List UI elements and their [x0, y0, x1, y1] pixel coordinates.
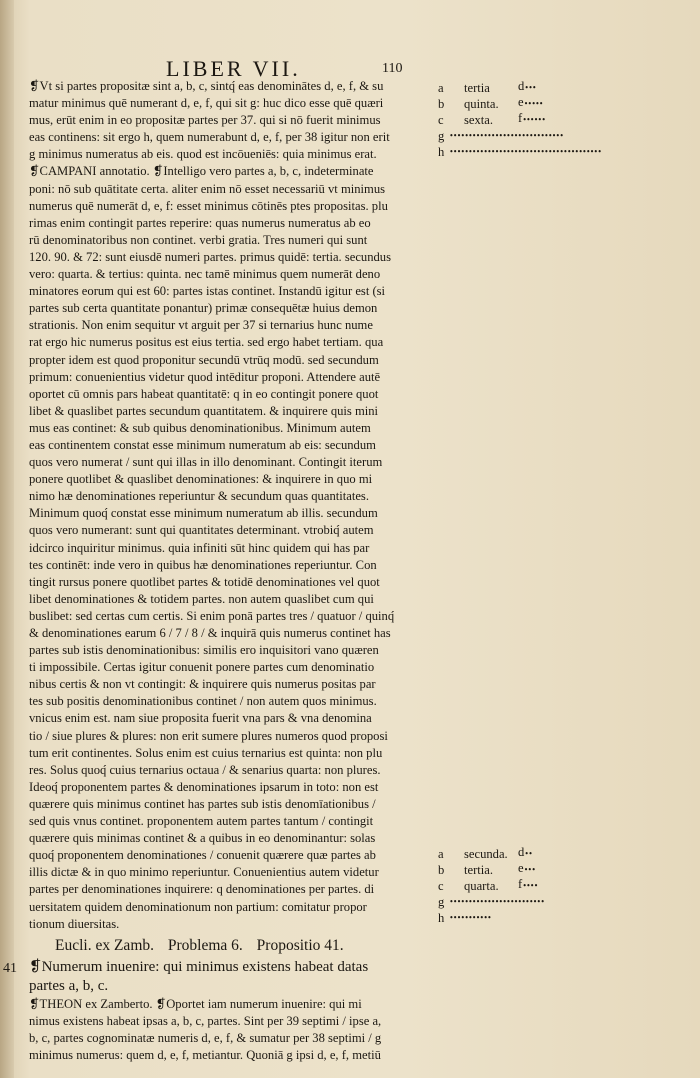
text-line: tio / siue plures & plures: non erit sumere plures numeros quod proposi: [29, 728, 388, 743]
diagram-dots: ••••••••••••••••••••••••••••••••••••••••: [450, 147, 603, 156]
diagram-dots: ••••: [523, 881, 539, 890]
diagram-term: tertia: [464, 81, 490, 95]
diagram-letter: b: [438, 97, 445, 111]
heading-propositio: Propositio 41.: [256, 936, 344, 954]
diagram-term: tertia.: [464, 863, 494, 877]
text-line: partes sub certa quantitate ponantur) primæ consequētæ huius demon: [29, 301, 378, 316]
diagram-letter: h: [438, 911, 445, 925]
theon-line: ❡THEON ex Zamberto. ❡Oportet iam numerum inuenire: qui mi: [29, 996, 362, 1011]
text-line: vero: quarta. & tertius: quinta. nec tamē minimus quem numerāt deno: [29, 267, 381, 282]
text-line: res. Solus quoq́ cuius ternarius octaua / & senarius quarta: non plures.: [29, 762, 381, 777]
text-line: Ideoq́ proponentem partes & denominationes ipsarum in toto: non est: [29, 779, 379, 794]
main-text-block: [3, 78, 429, 1064]
diagram-row: [438, 80, 700, 96]
text-line: buslibet: sed certas cum certis. Si enim ponā partes tres / quatuor / quinq́: [29, 608, 395, 623]
text-line: tum erit continentes. Solus enim est cuius ternarius est quinta: non plu: [29, 745, 383, 760]
text-line: strationis. Non enim sequitur vt arguit per 37 si ternarius hunc nume: [29, 318, 373, 333]
text-line: propter idem est quod proponitur secundū vtrūq modū. sed secundum: [29, 352, 379, 367]
diagram-mark: f: [518, 111, 524, 125]
text-line: mus eas continet: & sub quibus denominationibus. Minimum autem: [29, 420, 371, 435]
heading-problema: Problema 6.: [167, 936, 243, 954]
text-line: libet denominationes & totidem partes. non autem quaslibet cum qui: [29, 591, 374, 606]
margin-diagram-top: [438, 80, 700, 160]
diagram-dots: •••••••••••: [450, 913, 492, 922]
folio-number: 110: [382, 61, 403, 76]
text-line: minatores eorum qui est 60: partes istas continet. Instandū igitur est (si: [29, 284, 386, 299]
diagram-dots: ••••••: [523, 115, 547, 124]
diagram-letter: c: [438, 113, 444, 127]
diagram-row: [438, 144, 700, 160]
proposition-text: [29, 958, 429, 996]
diagram-row: [438, 846, 700, 862]
text-line: tes continēt: inde vero in quibus hæ denominationes reperiuntur. Con: [29, 557, 377, 572]
diagram-term: quinta.: [464, 97, 499, 111]
text-line: quos vero numerant: sunt qui quantitates determinant. vtrobiq́ autem: [29, 523, 374, 538]
diagram-letter: a: [438, 81, 444, 95]
running-head: LIBER VII.: [166, 56, 301, 81]
text-line: partes per denominationes inquirere: q denominationes per partes. di: [29, 882, 375, 897]
text-line: quærere quis minimus continet has partes sub istis denomīationibus /: [29, 796, 376, 811]
diagram-dots: ••••••••••••••••••••••••••••••: [450, 131, 565, 140]
text-line: libet & quaslibet partes secundum quantitatem. & inquirere quis mini: [29, 403, 379, 418]
diagram-letter: c: [438, 879, 444, 893]
text-line: illis dictæ & in quo minimo reperiuntur. Conuenientius autem videtur: [29, 865, 379, 880]
text-line: nimo hæ denominationes reperiuntur & secundum quas quantitates.: [29, 489, 369, 504]
diagram-letter: g: [438, 895, 445, 909]
text-line: partes sub istis denominationibus: similis ero inquisitori vano quæren: [29, 643, 379, 658]
diagram-row: [438, 862, 700, 878]
text-line: primum: conuenientius videtur quod intēditur proponi. Attendere autē: [29, 369, 381, 384]
text-line: vnicus enim est. nam siue proposita fuerit vna pars & vna denomina: [29, 711, 372, 726]
proposition-line: partes a, b, c.: [29, 977, 109, 994]
text-line: g minimus numeratus ab eis. quod est incōueniēs: quia minimus erat.: [29, 147, 377, 162]
diagram-mark: d: [518, 845, 526, 859]
diagram-mark: d: [518, 79, 526, 93]
diagram-dots: •••••: [524, 99, 544, 108]
diagram-dots: •••: [524, 865, 536, 874]
text-line: matur minimus quē numerant d, e, f, qui sit g: huc dico esse quē quæri: [29, 96, 384, 111]
text-line: eas continentem constat esse minimum numeratum ab eis: secundum: [29, 437, 376, 452]
text-line: mus, erūt enim in eo propositæ partes per 37. qui si nō fuerit minimus: [29, 113, 381, 128]
proposition-line: ❡Numerum inuenire: qui minimus existens habeat datas: [29, 958, 369, 975]
diagram-term: sexta.: [464, 113, 494, 127]
text-line: poni: nō sub quātitate certa. aliter enim nō esset necessariū vt minimus: [29, 181, 386, 196]
diagram-dot-row: [450, 908, 492, 926]
text-line: ponere quotlibet & quaslibet denominationes: & inquirere in quo mi: [29, 472, 373, 487]
text-line: rimas enim contingit partes reperire: quas numerus numeratus ab eo: [29, 215, 371, 230]
text-line: quoq́ proponentem denominationes / conuenit quærere quæ partes ab: [29, 848, 376, 863]
text-line: rū denominatoribus non continet. verbi gratia. Tres numeri qui sunt: [29, 232, 368, 247]
diagram-mark: e: [518, 95, 525, 109]
diagram-row: [438, 910, 700, 926]
text-line: numerus quē numerāt d, e, f: esset minimus cōtinēs ptes propositas. plu: [29, 198, 388, 213]
text-line: idcirco inquiritur minimus. quia infiniti sūt hinc quidem qui has par: [29, 540, 370, 555]
diagram-letter: h: [438, 145, 445, 159]
text-line: tionum diuersitas.: [29, 916, 120, 931]
text-line: sed quis vnus continet. proponentem autem partes tantum / contingit: [29, 814, 374, 829]
text-line: uersitatem quidem denominationum non partium: comitatur propor: [29, 899, 367, 914]
margin-diagram-bottom: [438, 846, 700, 926]
diagram-term: quarta.: [464, 879, 499, 893]
diagram-mark: f: [518, 877, 524, 891]
diagram-letter: g: [438, 129, 445, 143]
diagram-letter: b: [438, 863, 445, 877]
text-line: Minimum quoq́ constat esse minimum numeratum ab illis. secundum: [29, 506, 378, 521]
text-line: 120. 90. & 72: sunt eiusdē numeri partes. primus quidē: tertia. secundus: [29, 249, 392, 264]
theon-paragraph: [29, 996, 429, 1064]
text-line: tingit rursus ponere quotlibet partes & totidē denominationes vel quot: [29, 574, 380, 589]
text-line: ti impossibile. Certas igitur conuenit ponere partes cum denominatio: [29, 660, 375, 675]
margin-proposition-number: 41: [3, 960, 17, 976]
diagram-term: secunda.: [464, 847, 508, 861]
text-line: oportet cū omnis pars habeat quantitatē: q in eo contingit ponere quot: [29, 386, 379, 401]
text-line: rat ergo hic numerus positus est eius tertia. sed ergo habet tertiam. qua: [29, 335, 384, 350]
text-line: quos vero numerat / sunt qui illas in illo denominant. Contingit iterum: [29, 455, 383, 470]
proposition-heading: [29, 936, 429, 956]
diagram-mark: e: [518, 861, 525, 875]
text-line: tes sub positis denominationibus continet / non autem quos minimus.: [29, 694, 377, 709]
text-line: ❡CAMPANI annotatio. ❡Intelligo vero partes a, b, c, indeterminate: [29, 164, 374, 179]
binding-gutter: [0, 0, 14, 1078]
heading-source: Eucli. ex Zamb.: [55, 936, 154, 954]
diagram-dots: •••••••••••••••••••••••••: [450, 897, 546, 906]
diagram-row: [438, 96, 700, 112]
diagram-letter: a: [438, 847, 444, 861]
theon-line: b, c, partes cognominatæ numeris d, e, f, & sumatur per 38 septimi / g: [29, 1030, 382, 1045]
text-line: ❡Vt si partes propositæ sint a, b, c, sintq́ eas denominātes d, e, f, & su: [29, 79, 384, 93]
diagram-dots: •••: [525, 83, 537, 92]
theon-line: minimus numerus: quem d, e, f, metiantur. Quoniā g ipsi d, e, f, metiū: [29, 1047, 381, 1062]
text-line: nibus certis & non vt contingit: & inquirere quis numerus positas par: [29, 677, 376, 692]
proposition-statement: [3, 958, 429, 996]
text-line: eas continens: sit ergo h, quem numerabunt d, e, f, per 38 igitur non erit: [29, 130, 390, 145]
diagram-dot-row: [450, 142, 602, 160]
theon-line: nimus existens habeat ipsas a, b, c, partes. Sint per 39 septimi / ipse a,: [29, 1013, 382, 1028]
body-paragraph: [29, 78, 429, 933]
diagram-dots: ••: [525, 849, 533, 858]
text-line: & denominationes earum 6 / 7 / 8 / & inquirā quis numerus continet has: [29, 626, 391, 640]
text-line: quærere quis minimas continet & a quibus in eo denominantur: solas: [29, 831, 376, 846]
